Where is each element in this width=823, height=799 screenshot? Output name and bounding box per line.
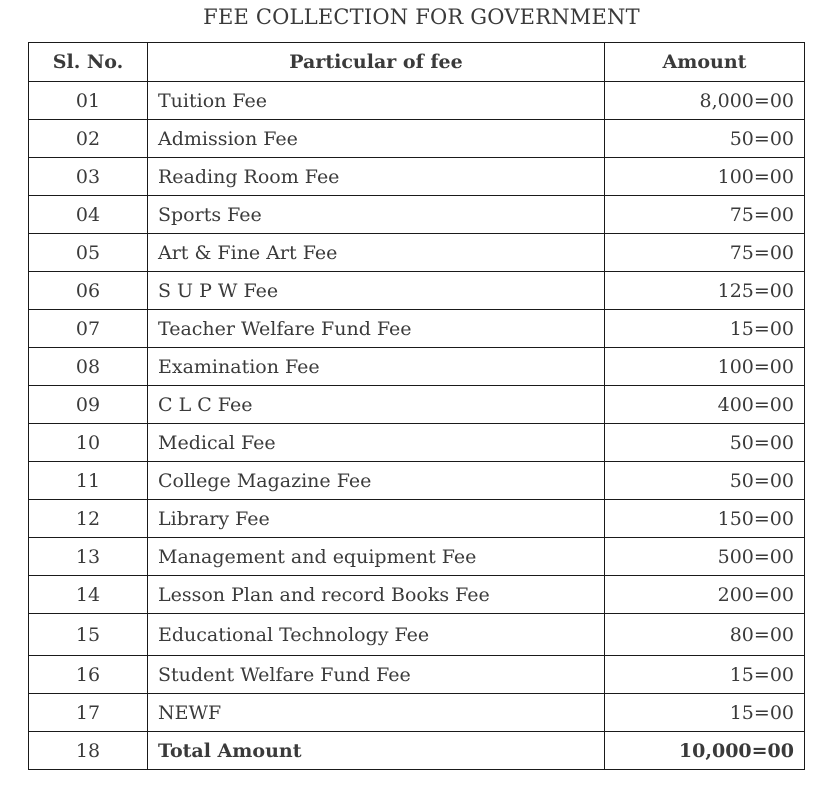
sl-cell: 04 (29, 196, 148, 234)
particular-cell: Teacher Welfare Fund Fee (148, 310, 605, 348)
particular-cell: Examination Fee (148, 348, 605, 386)
column-header-particular: Particular of fee (148, 43, 605, 82)
particular-cell: Student Welfare Fund Fee (148, 656, 605, 694)
amount-cell: 400=00 (605, 386, 805, 424)
table-row (29, 614, 805, 656)
table-row (29, 386, 805, 424)
table-row (29, 196, 805, 234)
particular-cell: Art & Fine Art Fee (148, 234, 605, 272)
sl-cell: 16 (29, 656, 148, 694)
table-row (29, 694, 805, 732)
particular-cell: Sports Fee (148, 196, 605, 234)
particular-cell: Lesson Plan and record Books Fee (148, 576, 605, 614)
page-title: FEE COLLECTION FOR GOVERNMENT (203, 5, 640, 29)
amount-cell: 15=00 (605, 310, 805, 348)
table-row (29, 424, 805, 462)
table-row (29, 538, 805, 576)
total-label: Total Amount (148, 732, 605, 770)
amount-cell: 75=00 (605, 196, 805, 234)
amount-cell: 75=00 (605, 234, 805, 272)
table-row (29, 272, 805, 310)
table-header-row (29, 43, 805, 82)
sl-cell: 07 (29, 310, 148, 348)
table-row (29, 310, 805, 348)
amount-cell: 125=00 (605, 272, 805, 310)
sl-cell: 13 (29, 538, 148, 576)
table-row (29, 120, 805, 158)
amount-cell: 50=00 (605, 462, 805, 500)
particular-cell: College Magazine Fee (148, 462, 605, 500)
table-row (29, 158, 805, 196)
particular-cell: NEWF (148, 694, 605, 732)
sl-cell: 03 (29, 158, 148, 196)
sl-cell: 18 (29, 732, 148, 770)
particular-cell: Tuition Fee (148, 82, 605, 120)
amount-cell: 150=00 (605, 500, 805, 538)
sl-cell: 12 (29, 500, 148, 538)
particular-cell: Library Fee (148, 500, 605, 538)
amount-cell: 8,000=00 (605, 82, 805, 120)
particular-cell: Medical Fee (148, 424, 605, 462)
column-header-amount: Amount (605, 43, 805, 82)
sl-cell: 17 (29, 694, 148, 732)
amount-cell: 100=00 (605, 348, 805, 386)
amount-cell: 50=00 (605, 120, 805, 158)
particular-cell: Reading Room Fee (148, 158, 605, 196)
amount-cell: 100=00 (605, 158, 805, 196)
amount-cell: 15=00 (605, 656, 805, 694)
table-row (29, 234, 805, 272)
sl-cell: 05 (29, 234, 148, 272)
total-row (29, 732, 805, 770)
table-row (29, 656, 805, 694)
particular-cell: S U P W Fee (148, 272, 605, 310)
amount-cell: 200=00 (605, 576, 805, 614)
fee-table (28, 42, 805, 770)
sl-cell: 11 (29, 462, 148, 500)
column-header-sl-no: Sl. No. (29, 43, 148, 82)
sl-cell: 09 (29, 386, 148, 424)
table-row (29, 500, 805, 538)
sl-cell: 08 (29, 348, 148, 386)
particular-cell: Admission Fee (148, 120, 605, 158)
amount-cell: 15=00 (605, 694, 805, 732)
table-row (29, 82, 805, 120)
sl-cell: 06 (29, 272, 148, 310)
sl-cell: 01 (29, 82, 148, 120)
table-row (29, 576, 805, 614)
sl-cell: 14 (29, 576, 148, 614)
amount-cell: 80=00 (605, 614, 805, 656)
particular-cell: C L C Fee (148, 386, 605, 424)
amount-cell: 50=00 (605, 424, 805, 462)
amount-cell: 500=00 (605, 538, 805, 576)
sl-cell: 15 (29, 614, 148, 656)
particular-cell: Management and equipment Fee (148, 538, 605, 576)
sl-cell: 10 (29, 424, 148, 462)
total-amount: 10,000=00 (605, 732, 805, 770)
particular-cell: Educational Technology Fee (148, 614, 605, 656)
table-row (29, 348, 805, 386)
table-row (29, 462, 805, 500)
sl-cell: 02 (29, 120, 148, 158)
